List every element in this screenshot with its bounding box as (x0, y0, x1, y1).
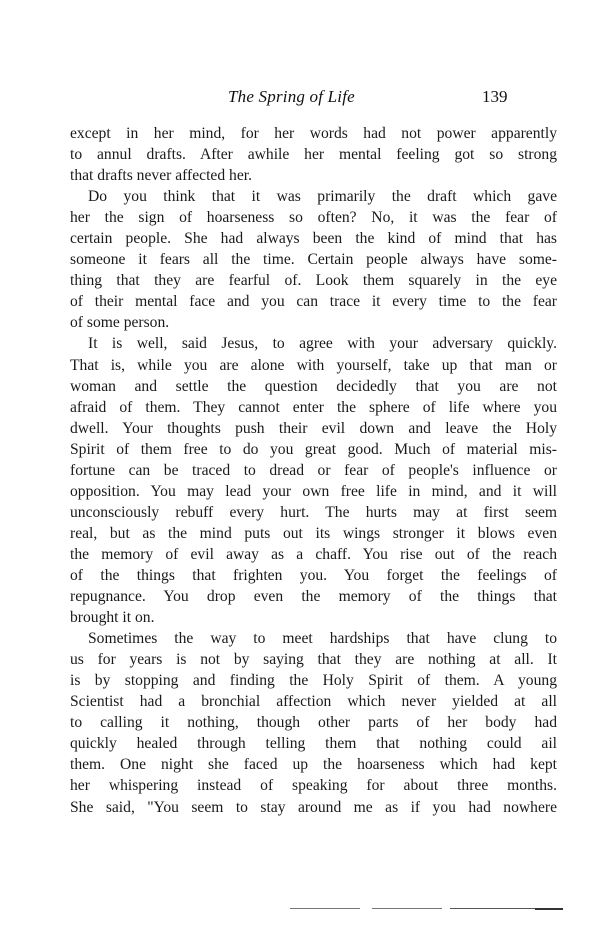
text-line: her whispering instead of speaking for about three months. (70, 777, 557, 795)
text-line: real, but as the mind puts out its wings stronger it blows even (70, 524, 557, 542)
text-line: fortune can be traced to dread or fear of people's influence or (70, 461, 557, 479)
text-line: her the sign of hoarseness so often? No, it was the fear of (70, 209, 557, 227)
text-line: Sometimes the way to meet hardships that have clung to (88, 630, 557, 648)
text-line: thing that they are fearful of. Look them squarely in the eye (70, 272, 557, 290)
scan-mark-line (372, 908, 442, 909)
text-line: us for years is not by saying that they are nothing at all. It (70, 651, 557, 669)
text-line: quickly healed through telling them that nothing could ail (70, 735, 557, 753)
text-line: to annul drafts. After awhile her mental feeling got so strong (70, 146, 557, 164)
text-line: of the things that frighten you. You forget the feelings of (70, 566, 557, 584)
text-line: them. One night she faced up the hoarseness which had kept (70, 756, 557, 774)
text-line: Do you think that it was primarily the draft which gave (88, 188, 557, 206)
text-line: of their mental face and you can trace it every time to the fear (70, 293, 557, 311)
text-line: She said, "You seem to stay around me as if you had nowhere (70, 798, 557, 816)
text-line: that drafts never affected her. (70, 167, 252, 185)
body-text (70, 123, 557, 818)
text-line: That is, while you are alone with yourself, take up that man or (70, 356, 557, 374)
running-head-title: The Spring of Life (228, 87, 355, 106)
page-number: 139 (482, 87, 508, 106)
text-line: someone it fears all the time. Certain people always have some- (70, 251, 557, 269)
text-line: the memory of evil away as a chaff. You rise out of the reach (70, 545, 557, 563)
scan-mark-line (290, 908, 360, 909)
text-line: opposition. You may lead your own free life in mind, and it will (70, 482, 557, 500)
footer-scan-marks (290, 908, 590, 910)
text-line: Spirit of them free to do you great good. Much of material mis- (70, 440, 557, 458)
text-line: to calling it nothing, though other parts of her body had (70, 714, 557, 732)
text-line: It is well, said Jesus, to agree with your adversary quickly. (88, 335, 557, 353)
text-line: dwell. Your thoughts push their evil down and leave the Holy (70, 419, 557, 437)
scan-mark-line (535, 908, 563, 910)
text-line: of some person. (70, 314, 170, 332)
text-line: repugnance. You drop even the memory of the things that (70, 588, 557, 606)
text-line: is by stopping and finding the Holy Spirit of them. A young (70, 672, 557, 690)
text-line: except in her mind, for her words had not power apparently (70, 125, 557, 142)
text-line: afraid of them. They cannot enter the sphere of life where you (70, 398, 557, 416)
text-line: woman and settle the question decidedly that you are not (70, 377, 557, 395)
text-line: unconsciously rebuff every hurt. The hurts may at first seem (70, 503, 557, 521)
text-line: brought it on. (70, 609, 155, 627)
text-line: Scientist had a bronchial affection which never yielded at all (70, 693, 557, 711)
text-line: certain people. She had always been the kind of mind that has (70, 230, 557, 248)
